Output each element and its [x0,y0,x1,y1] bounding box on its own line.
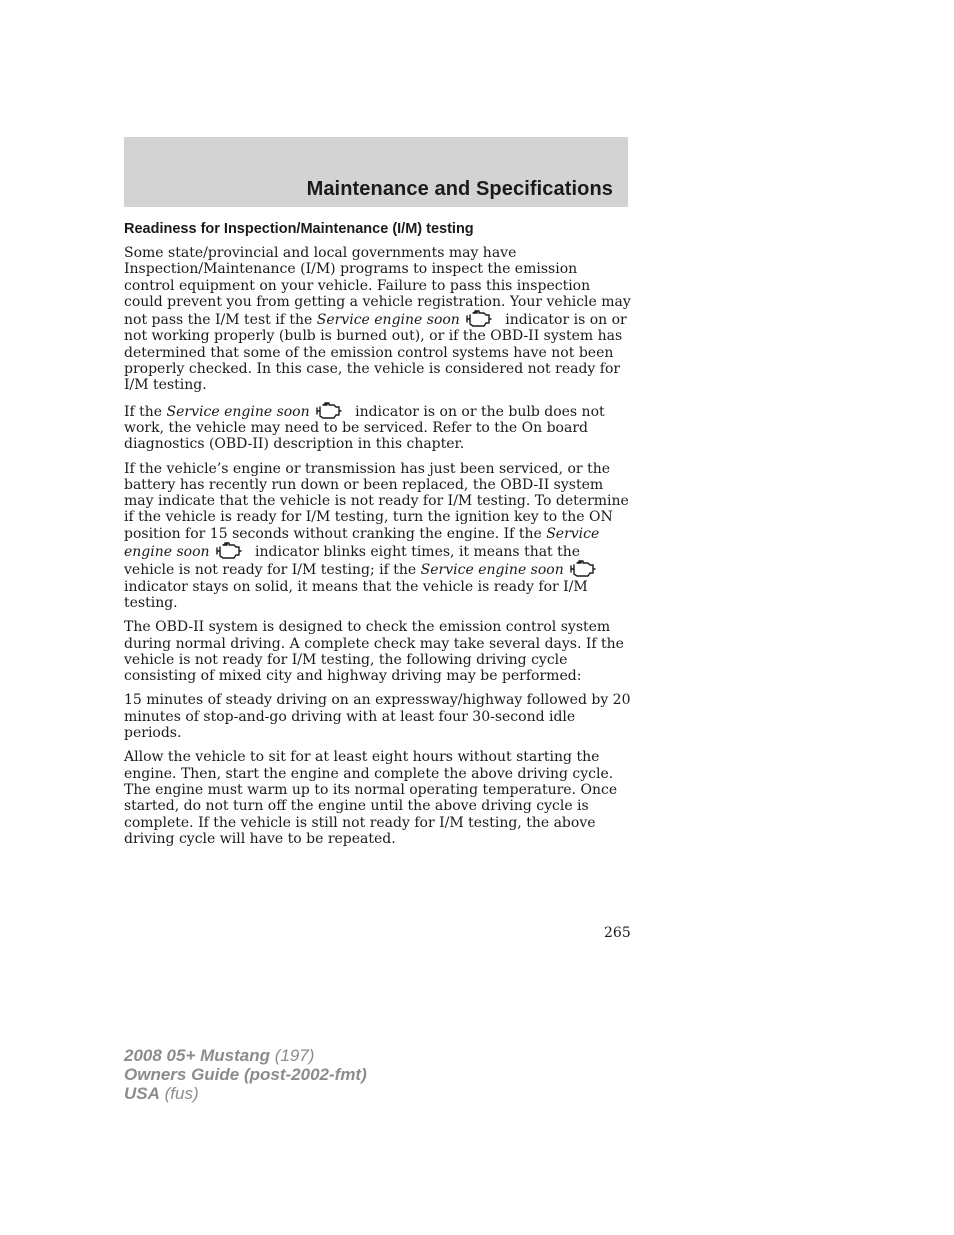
paragraph-3 [124,461,632,612]
paragraph-text: If the vehicle’s engine or transmission has just been serviced, or the battery has recently run down or been replaced, the OBD-II system may indicate that the vehicle is not ready for I/M testing. To determine if the vehicle is ready for I/M testing, turn the ignition key to the ON position for 15 seconds without cranking the engine. If the [124,460,629,542]
engine-check-icon [567,560,597,578]
footer-model-code: (197) [274,1046,315,1065]
section-heading: Readiness for Inspection/Maintenance (I/M) testing [124,221,474,237]
header-band [124,137,628,207]
paragraph-2 [124,402,632,453]
indicator-term: Service engine soon [420,562,564,579]
body-text [124,245,632,855]
footer-market: USA [124,1084,160,1103]
footer-model: 2008 05+ Mustang [124,1046,270,1065]
engine-check-icon [313,402,343,420]
indicator-term: Service engine soon [124,525,600,561]
footer-line-2: Owners Guide (post-2002-fmt) [124,1065,367,1084]
paragraph-5: 15 minutes of steady driving on an expressway/highway followed by 20 minutes of stop-and-go driving with at least four 30-second idle periods. [124,692,631,742]
paragraph-1 [124,245,632,394]
page-title: Maintenance and Specifications [306,178,613,200]
engine-check-icon [213,542,243,560]
footer-line-3 [124,1084,367,1103]
paragraph-text: indicator is on or the bulb does not work, the vehicle may need to be serviced. Refer to the On board diagnostics (OBD-II) description in this chapter. [124,403,605,453]
paragraph-text: indicator stays on solid, it means that the vehicle is ready for I/M testing. [124,578,588,611]
indicator-term: Service engine soon [166,403,310,420]
page-number: 265 [604,925,631,941]
paragraph-4: The OBD-II system is designed to check the emission control system during normal driving. A complete check may take several days. If the vehicle is not ready for I/M testing, the following driving cycle consisting of mixed city and highway driving may be performed: [124,619,624,685]
paragraph-text: indicator blinks eight times, it means that the vehicle is not ready for I/M testing; if the [124,544,581,579]
paragraph-text: indicator is on or not working properly (bulb is burned out), or if the OBD-II system has determined that some of the emission control systems have not been properly checked. In this case, the vehicle is considered not ready for I/M testing. [124,312,627,394]
paragraph-text: Some state/provincial and local governments may have Inspection/Maintenance (I/M) programs to inspect the emission control equipment on your vehicle. Failure to pass this inspection could prevent you from getting a vehicle registration. Your vehicle may not pass the I/M test if the [124,245,631,329]
footer-market-code: (fus) [164,1084,199,1103]
indicator-term: Service engine soon [316,312,460,329]
engine-check-icon [463,310,493,328]
paragraph-text: If the [124,403,163,420]
paragraph-6: Allow the vehicle to sit for at least eight hours without starting the engine. Then, start the engine and complete the above driving cycle. The engine must warm up to its normal operating temperature. Once started, do not turn off the engine until the above driving cycle is complete. If the vehicle is still not ready for I/M testing, the above driving cycle will have to be repeated. [124,749,618,847]
footer [124,1046,367,1103]
footer-line-1 [124,1046,367,1065]
